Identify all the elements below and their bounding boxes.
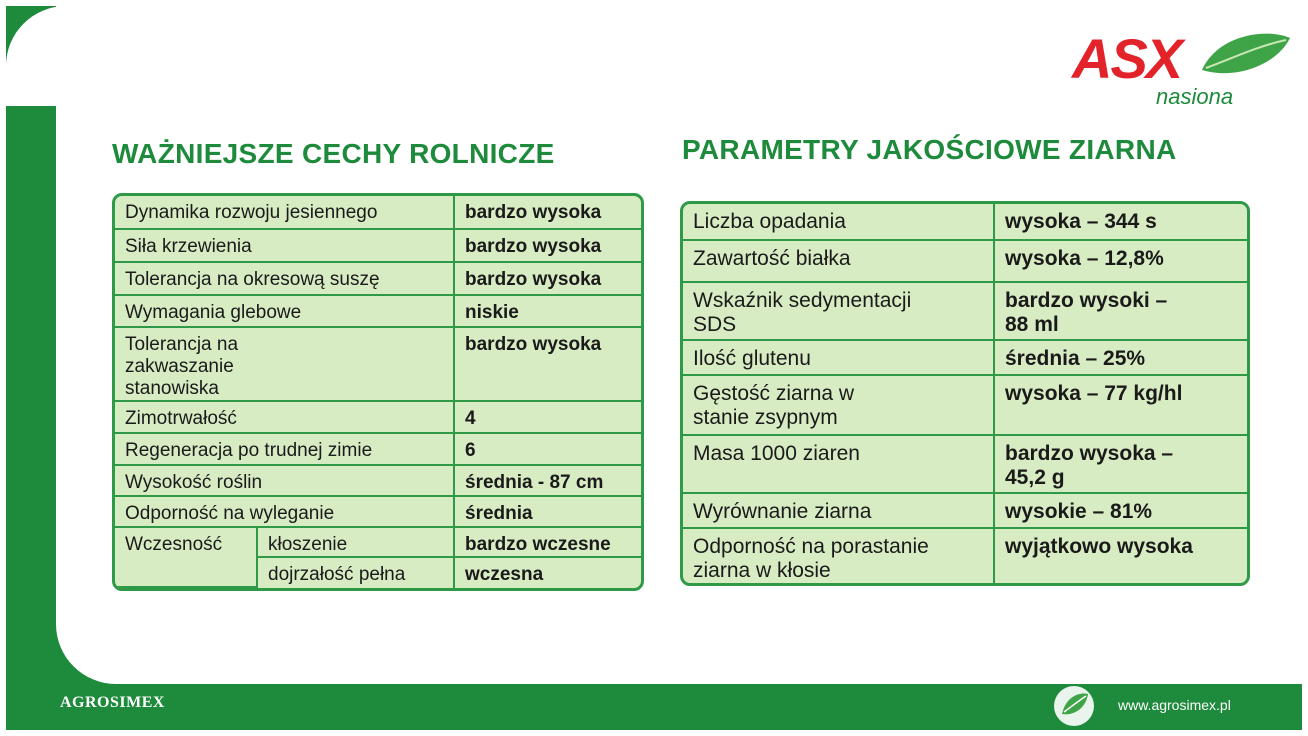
table-cell-label: Regeneracja po trudnej zimie	[115, 434, 455, 466]
logo-subtitle: nasiona	[1156, 84, 1234, 109]
table-cell-value: średnia	[455, 497, 641, 528]
wczesnosc-sub-label: kłoszenie	[258, 528, 455, 558]
table-cell-label: Wysokość roślin	[115, 466, 455, 497]
table-cell-value: bardzo wysoki – 88 ml	[995, 283, 1247, 341]
table-cell-value: wysoka – 344 s	[995, 204, 1247, 241]
table-cell-value: bardzo wysoka	[455, 196, 641, 230]
table-cell-label: Masa 1000 ziaren	[683, 436, 995, 494]
table-cell-value: bardzo wysoka – 45,2 g	[995, 436, 1247, 494]
table-cell-value: bardzo wysoka	[455, 328, 641, 402]
grain-quality-table	[680, 201, 1250, 586]
table-cell-value: wysoka – 12,8%	[995, 241, 1247, 283]
table-cell-label: Wyrównanie ziarna	[683, 494, 995, 529]
footer-url[interactable]: www.agrosimex.pl	[1118, 697, 1231, 713]
footer-brand: AGROSIMEX	[60, 694, 165, 711]
table-cell-label: Zimotrwałość	[115, 402, 455, 434]
left-section-title: WAŻNIEJSZE CECHY ROLNICZE	[112, 138, 555, 169]
table-cell-value: 6	[455, 434, 641, 466]
asx-logo	[1068, 24, 1298, 114]
table-cell-label: Tolerancja na zakwaszanie stanowiska	[115, 328, 455, 402]
wczesnosc-sub-label: dojrzałość pełna	[258, 558, 455, 588]
table-cell-value: bardzo wysoka	[455, 230, 641, 263]
table-cell-label: Odporność na wyleganie	[115, 497, 455, 528]
table-cell-value: wysoka – 77 kg/hl	[995, 376, 1247, 436]
wczesnosc-value: wczesna	[465, 564, 544, 585]
table-cell-value: średnia - 87 cm	[455, 466, 641, 497]
wczesnosc-value: bardzo wczesne	[455, 528, 641, 558]
leaf-icon	[1198, 30, 1294, 80]
right-section-title: PARAMETRY JAKOŚCIOWE ZIARNA	[682, 134, 1177, 165]
table-cell-label: Dynamika rozwoju jesiennego	[115, 196, 455, 230]
table-cell-label: Odporność na porastanie ziarna w kłosie	[683, 529, 995, 583]
table-cell-label: Ilość glutenu	[683, 341, 995, 376]
logo-text: ASX	[1072, 27, 1182, 90]
table-cell-label: Siła krzewienia	[115, 230, 455, 263]
leaf-icon	[1050, 682, 1098, 728]
table-cell-value: wysokie – 81%	[995, 494, 1247, 529]
table-cell-label: Liczba opadania	[683, 204, 995, 241]
table-cell-label: Wskaźnik sedymentacji SDS	[683, 283, 995, 341]
wczesnosc-label: Wczesność	[115, 528, 258, 588]
table-cell-value: 4	[455, 402, 641, 434]
table-cell-label: Wymagania glebowe	[115, 296, 455, 328]
table-cell-label: Gęstość ziarna w stanie zsypnym	[683, 376, 995, 436]
agro-traits-table	[112, 193, 644, 591]
table-cell-label: Zawartość białka	[683, 241, 995, 283]
table-cell-label: Tolerancja na okresową suszę	[115, 263, 455, 296]
table-cell-value: niskie	[455, 296, 641, 328]
table-cell-value: średnia – 25%	[995, 341, 1247, 376]
table-cell-value: bardzo wysoka	[455, 263, 641, 296]
table-cell-value: wyjątkowo wysoka	[1005, 535, 1193, 558]
